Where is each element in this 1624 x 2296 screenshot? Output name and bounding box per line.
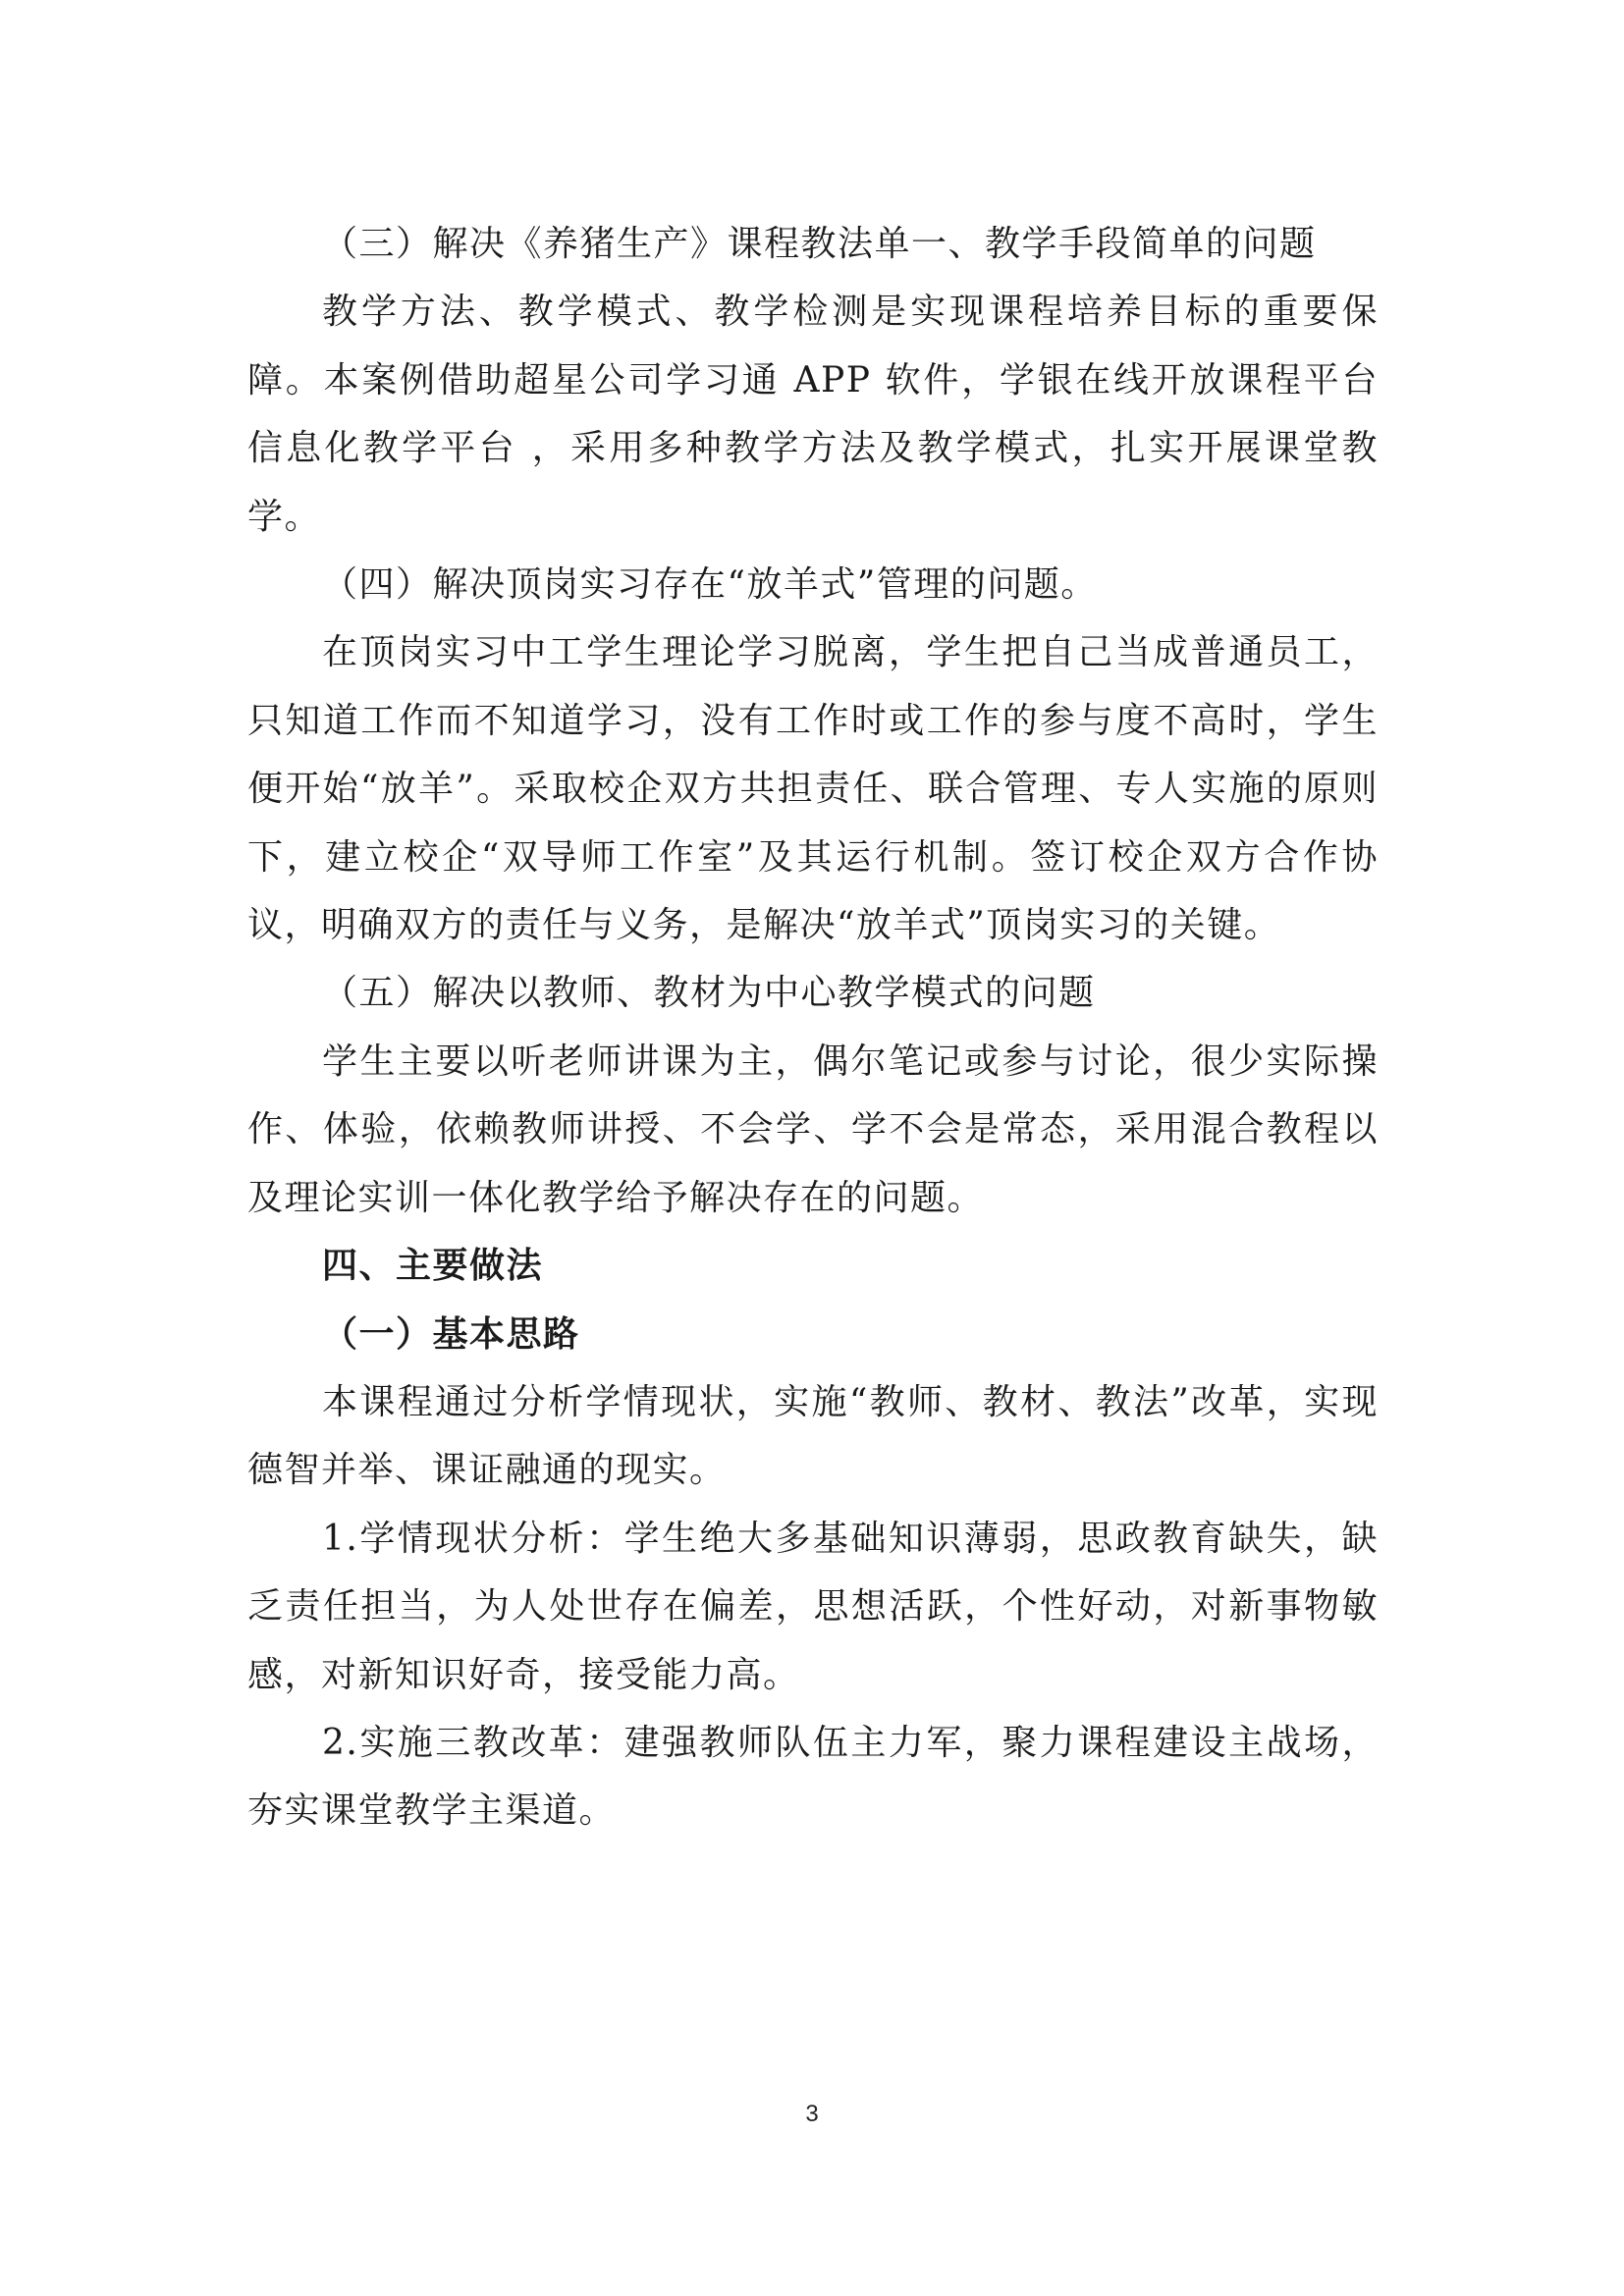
subheading-3: （三）解决《养猪生产》课程教法单一、教学手段简单的问题	[322, 224, 1317, 264]
body-paragraph: 学生主要以听老师讲课为主，偶尔笔记或参与讨论，很少实际操作、体验，依赖教师讲授、不会学、学不会是常态，采用混合教程以及理论实训一体化教学给予解决存在的问题。	[247, 1041, 1379, 1218]
subheading-5: （五）解决以教师、教材为中心教学模式的问题	[322, 973, 1096, 1014]
page-number: 3	[805, 2101, 819, 2127]
body-paragraph: 本课程通过分析学情现状，实施“教师、教材、教法”改革，实现德智并举、课证融通的现实。	[247, 1381, 1379, 1491]
section-subheading: （一）基本思路	[322, 1312, 580, 1355]
body-paragraph: 教学方法、教学模式、教学检测是实现课程培养目标的重要保障。本案例借助超星公司学习通 APP 软件，学银在线开放课程平台信息化教学平台 ，采用多种教学方法及教学模式，扎实开展课堂教学。	[247, 292, 1379, 537]
numbered-item-2: 2.实施三教改革：建强教师队伍主力军，聚力课程建设主战场，夯实课堂教学主渠道。	[247, 1722, 1379, 1832]
document-page	[247, 210, 1379, 1845]
numbered-item-1: 1.学情现状分析：学生绝大多基础知识薄弱，思政教育缺失，缺乏责任担当，为人处世存在偏差，思想活跃，个性好动，对新事物敏感，对新知识好奇，接受能力高。	[247, 1518, 1379, 1695]
body-paragraph: 在顶岗实习中工学生理论学习脱离，学生把自己当成普通员工，只知道工作而不知道学习，没有工作时或工作的参与度不高时，学生便开始“放羊”。采取校企双方共担责任、联合管理、专人实施的原则下，建立校企“双导师工作室”及其运行机制。签订校企双方合作协议，明确双方的责任与义务，是解决“放羊式”顶岗实习的关键。	[247, 632, 1379, 946]
subheading-4: （四）解决顶岗实习存在“放羊式”管理的问题。	[322, 564, 1098, 606]
section-heading: 四、主要做法	[322, 1245, 544, 1287]
